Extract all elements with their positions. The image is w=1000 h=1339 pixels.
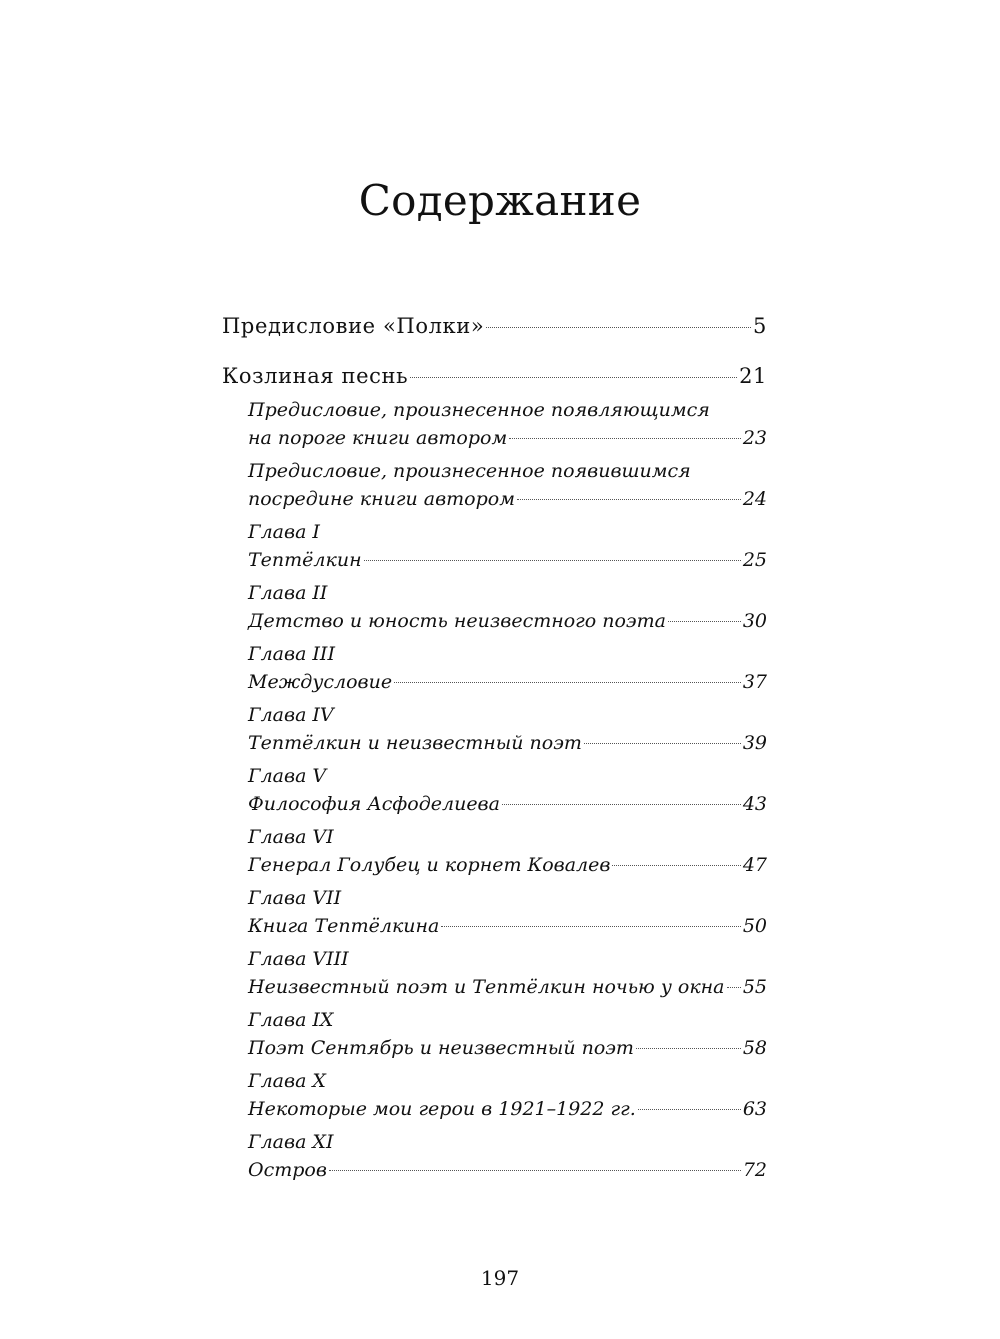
toc-subentry[interactable] (248, 701, 767, 757)
toc-chapter-number: Глава II (248, 582, 328, 604)
toc-subentry[interactable] (248, 1067, 767, 1123)
toc-page-number: 43 (742, 793, 767, 815)
toc-page-number: 5 (753, 314, 767, 338)
toc-page-number: 39 (742, 732, 767, 754)
dot-leader (612, 865, 740, 866)
toc-subentry[interactable] (248, 945, 767, 1001)
toc-subentry[interactable] (248, 823, 767, 879)
toc-chapter-title: Некоторые мои герои в 1921–1922 гг. (248, 1098, 636, 1120)
toc-page-number: 55 (742, 976, 767, 998)
toc-chapter-title: Тептёлкин (248, 549, 362, 571)
toc-subentry[interactable] (248, 1006, 767, 1062)
toc-page-number: 30 (742, 610, 767, 632)
dot-leader (329, 1170, 741, 1171)
toc-chapter-number: Глава III (248, 643, 335, 665)
dot-leader (441, 926, 740, 927)
toc-subentry[interactable] (248, 1128, 767, 1184)
toc-page-number: 47 (742, 854, 767, 876)
toc-chapter-title: Книга Тептёлкина (248, 915, 440, 937)
toc-section-label: Козлиная песнь (222, 364, 409, 388)
toc-subentries (222, 396, 767, 1184)
toc-subentry[interactable] (248, 579, 767, 635)
toc-subentry[interactable] (248, 640, 767, 696)
dot-leader (517, 499, 741, 500)
toc-subentry-line1: Предисловие, произнесенное появляющимся (248, 399, 710, 421)
toc-subentry[interactable] (248, 457, 767, 513)
page-number: 197 (480, 1266, 520, 1290)
toc-page-number: 24 (742, 488, 767, 510)
dot-leader (410, 377, 737, 378)
toc-subentry[interactable] (248, 396, 767, 452)
dot-leader (509, 438, 741, 439)
toc-chapter-number: Глава XI (248, 1131, 334, 1153)
dot-leader (486, 327, 751, 328)
toc-section-kozlinaya-pesn[interactable] (222, 362, 767, 390)
toc-page-number: 72 (742, 1159, 767, 1181)
dot-leader (636, 1048, 741, 1049)
dot-leader (394, 682, 741, 683)
toc-subentry-title: на пороге книги автором (248, 427, 508, 449)
toc-chapter-number: Глава IV (248, 704, 334, 726)
toc-chapter-number: Глава VIII (248, 948, 349, 970)
toc-subentry[interactable] (248, 762, 767, 818)
toc-chapter-title: Неизвестный поэт и Тептёлкин ночью у окна (248, 976, 725, 998)
dot-leader (364, 560, 741, 561)
toc-chapter-title: Генерал Голубец и корнет Ковалев (248, 854, 611, 876)
toc-page-number: 58 (742, 1037, 767, 1059)
toc-chapter-title: Детство и юность неизвестного поэта (248, 610, 666, 632)
toc-chapter-title: Тептёлкин и неизвестный поэт (248, 732, 582, 754)
toc-page-number: 63 (742, 1098, 767, 1120)
dot-leader (668, 621, 741, 622)
toc-entry-label: Предисловие «Полки» (222, 314, 485, 338)
toc-chapter-title: Философия Асфоделиева (248, 793, 500, 815)
dot-leader (638, 1109, 741, 1110)
toc-subentry[interactable] (248, 518, 767, 574)
page-title: Содержание (358, 176, 642, 225)
toc-chapter-title: Остров (248, 1159, 327, 1181)
toc-page-number: 23 (742, 427, 767, 449)
toc-chapter-number: Глава V (248, 765, 327, 787)
toc-chapter-number: Глава VI (248, 826, 334, 848)
dot-leader (584, 743, 741, 744)
toc-chapter-number: Глава I (248, 521, 320, 543)
dot-leader (727, 987, 741, 988)
toc-chapter-title: Междусловие (248, 671, 393, 693)
toc-chapter-title: Поэт Сентябрь и неизвестный поэт (248, 1037, 634, 1059)
toc-page-number: 25 (742, 549, 767, 571)
toc-subentry[interactable] (248, 884, 767, 940)
toc-entry-foreword[interactable] (222, 312, 767, 340)
dot-leader (502, 804, 741, 805)
toc-chapter-number: Глава X (248, 1070, 326, 1092)
toc-page-number: 21 (739, 364, 767, 388)
table-of-contents (222, 312, 767, 1189)
toc-subentry-title: посредине книги автором (248, 488, 515, 510)
toc-page-number: 50 (742, 915, 767, 937)
toc-chapter-number: Глава VII (248, 887, 342, 909)
toc-page-number: 37 (742, 671, 767, 693)
toc-subentry-line1: Предисловие, произнесенное появившимся (248, 460, 691, 482)
toc-chapter-number: Глава IX (248, 1009, 334, 1031)
